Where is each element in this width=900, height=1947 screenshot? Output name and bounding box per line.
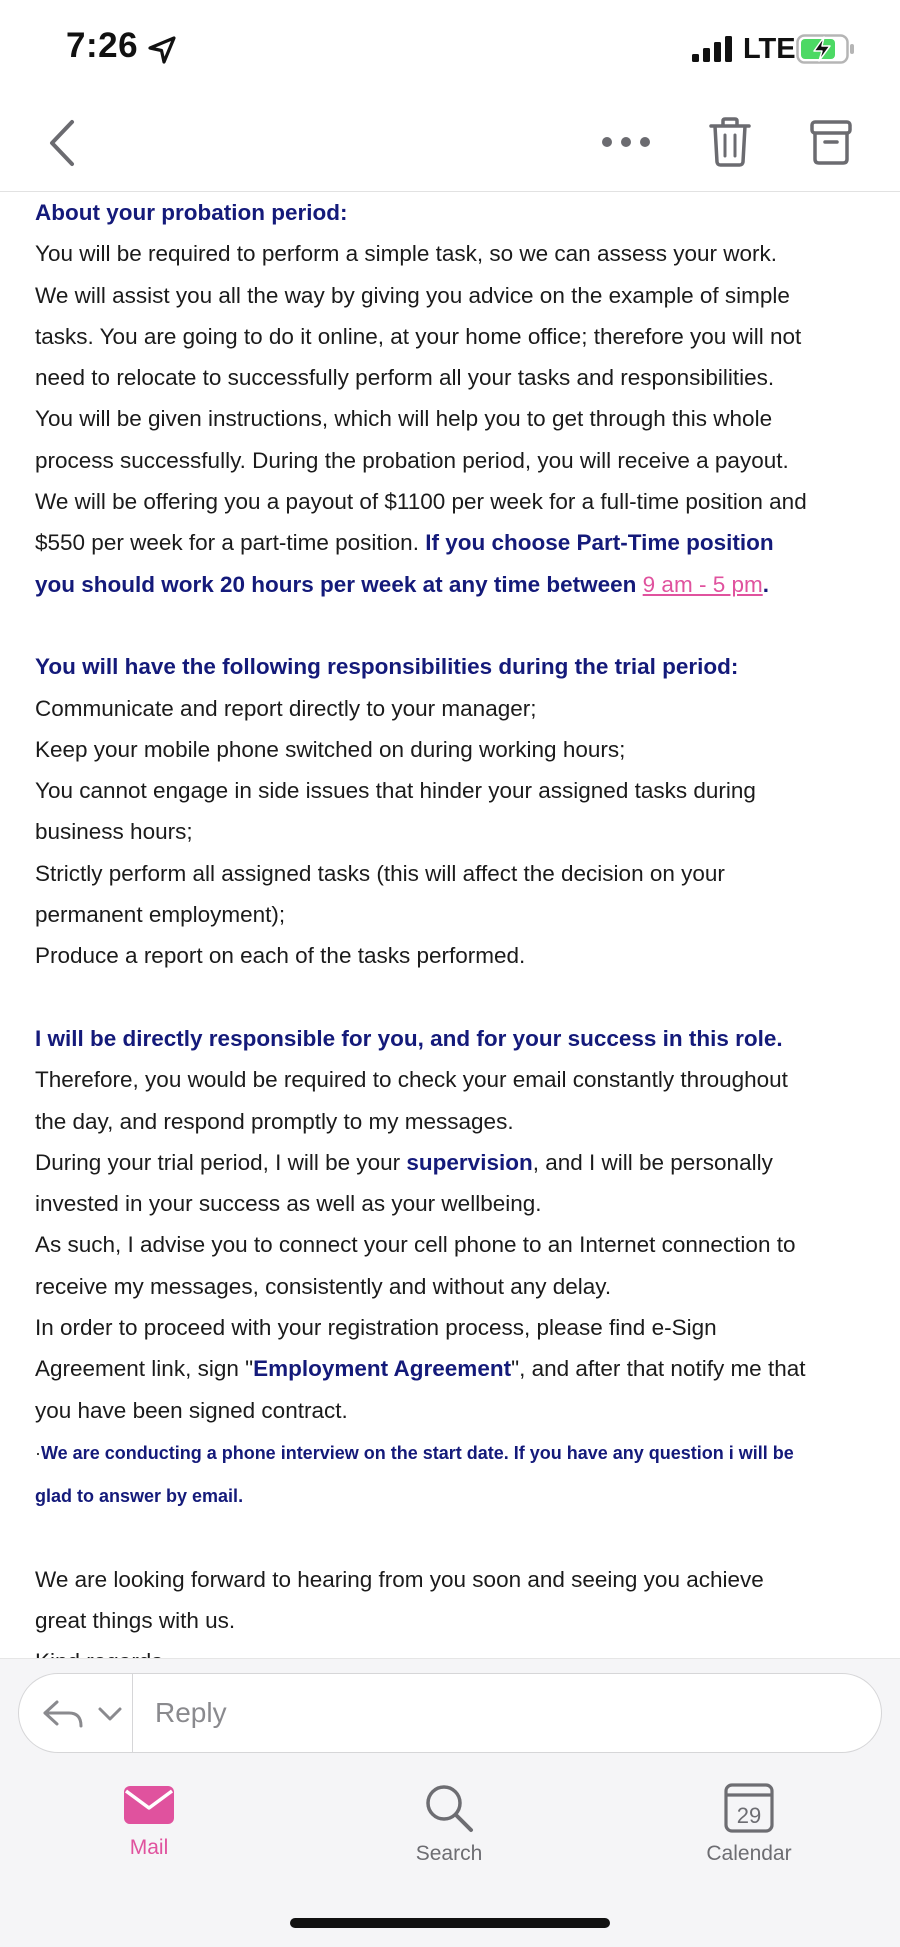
email-text: About your probation period: [35, 200, 348, 225]
email-text: Produce a report on each of the tasks performed. [35, 943, 526, 969]
chevron-down-icon [97, 1706, 123, 1722]
email-line [35, 1600, 865, 1641]
email-text: We are looking forward to hearing from you soon and seeing you achieve [35, 1566, 764, 1592]
email-text: business hours; [35, 819, 193, 845]
email-line [35, 275, 865, 316]
email-text: Strictly perform all assigned tasks (this will affect the decision on your [35, 860, 725, 886]
email-line [35, 357, 865, 398]
email-text: supervision [406, 1149, 533, 1175]
email-line [35, 729, 865, 770]
email-line [35, 1474, 865, 1517]
archive-icon[interactable] [810, 118, 852, 166]
reply-bar [0, 1658, 900, 1768]
email-text: process successfully. During the probation period, you will receive a payout. [35, 447, 789, 473]
email-text: Agreement link, sign " [35, 1356, 254, 1382]
email-line [35, 233, 865, 274]
email-text: $550 per week for a part-time position. [35, 530, 426, 556]
email-text: Keep your mobile phone switched on during working hours; [35, 736, 626, 762]
chevron-left-icon[interactable] [44, 118, 78, 168]
email-content [0, 192, 900, 1683]
email-text: In order to proceed with your registration process, please find e-Sign [35, 1315, 717, 1341]
email-line [35, 1142, 865, 1183]
email-text: great things with us. [35, 1608, 236, 1634]
email-line [35, 481, 865, 522]
email-line [35, 894, 865, 935]
email-line [35, 522, 865, 563]
email-text: Communicate and report directly to your manager; [35, 695, 537, 721]
email-line [35, 935, 865, 976]
trash-icon[interactable] [708, 116, 752, 168]
email-text: tasks. You are going to do it online, at your home office; therefore you will not [35, 323, 802, 349]
email-line [35, 1266, 865, 1307]
mail-icon [123, 1782, 175, 1828]
tab-mail[interactable] [69, 1782, 229, 1892]
email-line [35, 192, 865, 233]
email-line [35, 1431, 865, 1474]
email-line-gap [35, 605, 865, 646]
tab-search[interactable] [369, 1782, 529, 1892]
network-type: LTE [743, 33, 796, 65]
reply-pill [18, 1673, 882, 1753]
email-link[interactable]: 9 am - 5 pm [642, 571, 763, 597]
email-line [35, 811, 865, 852]
reply-options-button[interactable] [19, 1674, 133, 1752]
search-icon [423, 1782, 475, 1834]
email-text: If you choose Part-Time position [425, 530, 774, 556]
tab-mail-label: Mail [129, 1836, 169, 1859]
message-toolbar [0, 100, 900, 192]
email-line [35, 1559, 865, 1600]
email-text: I will be directly responsible for you, and for your success in this role. [35, 1025, 783, 1051]
email-line [35, 316, 865, 357]
status-bar [0, 0, 900, 100]
email-text: ", and after that notify me that [511, 1356, 806, 1382]
email-text: . [762, 571, 769, 597]
email-line [35, 1018, 865, 1059]
email-text: We will be offering you a payout of $1100 per week for a full-time position and [35, 489, 807, 515]
tab-calendar[interactable] [669, 1782, 829, 1892]
email-line-gap [35, 977, 865, 1018]
reply-arrow-icon [41, 1698, 85, 1730]
email-text: · [35, 1442, 41, 1463]
more-icon[interactable] [600, 130, 652, 154]
email-text: need to relocate to successfully perform all your tasks and responsibilities. [35, 365, 775, 391]
location-arrow-icon [146, 34, 178, 66]
calendar-badge: 29 [736, 1803, 762, 1828]
email-text: Therefore, you would be required to check your email constantly throughout [35, 1067, 788, 1093]
email-body[interactable] [0, 192, 900, 1658]
calendar-icon [724, 1782, 774, 1834]
email-line [35, 1101, 865, 1142]
home-indicator [290, 1918, 610, 1928]
email-line [35, 1307, 865, 1348]
email-text: We are conducting a phone interview on the start date. If you have any question i will be [41, 1442, 794, 1463]
email-line [35, 1224, 865, 1265]
email-line [35, 646, 865, 687]
email-line [35, 853, 865, 894]
email-line [35, 1059, 865, 1100]
email-text: You will be required to perform a simple task, so we can assess your work. [35, 241, 777, 267]
email-line [35, 440, 865, 481]
email-text: invested in your success as well as your wellbeing. [35, 1191, 542, 1217]
email-text: permanent employment); [35, 902, 286, 928]
email-text: glad to answer by email. [35, 1486, 244, 1507]
email-line [35, 1348, 865, 1389]
email-text: During your trial period, I will be your [35, 1149, 407, 1175]
tab-search-label: Search [415, 1842, 483, 1865]
email-text: You will have the following responsibilities during the trial period: [35, 654, 739, 680]
email-line [35, 688, 865, 729]
email-line [35, 1390, 865, 1431]
email-text: We will assist you all the way by giving you advice on the example of simple [35, 282, 790, 308]
email-line [35, 1183, 865, 1224]
email-text: As such, I advise you to connect your cell phone to an Internet connection to [35, 1232, 796, 1258]
tab-calendar-label: Calendar [706, 1842, 792, 1865]
email-text: You cannot engage in side issues that hinder your assigned tasks during [35, 778, 756, 804]
reply-input[interactable] [155, 1688, 855, 1738]
email-text: you have been signed contract. [35, 1397, 348, 1423]
email-line [35, 770, 865, 811]
email-line-gap [35, 1518, 865, 1559]
email-text: You will be given instructions, which will help you to get through this whole [35, 406, 773, 432]
battery-charging-icon [796, 34, 856, 64]
email-text: , and I will be personally [532, 1149, 773, 1175]
email-line [35, 398, 865, 439]
email-text: the day, and respond promptly to my messages. [35, 1108, 514, 1134]
email-text: Employment Agreement [253, 1356, 512, 1382]
status-time: 7:26 [66, 26, 139, 65]
email-line [35, 564, 865, 605]
signal-strength-icon [692, 36, 734, 62]
email-text: receive my messages, consistently and without any delay. [35, 1273, 612, 1299]
email-text: you should work 20 hours per week at any time between [35, 571, 643, 597]
